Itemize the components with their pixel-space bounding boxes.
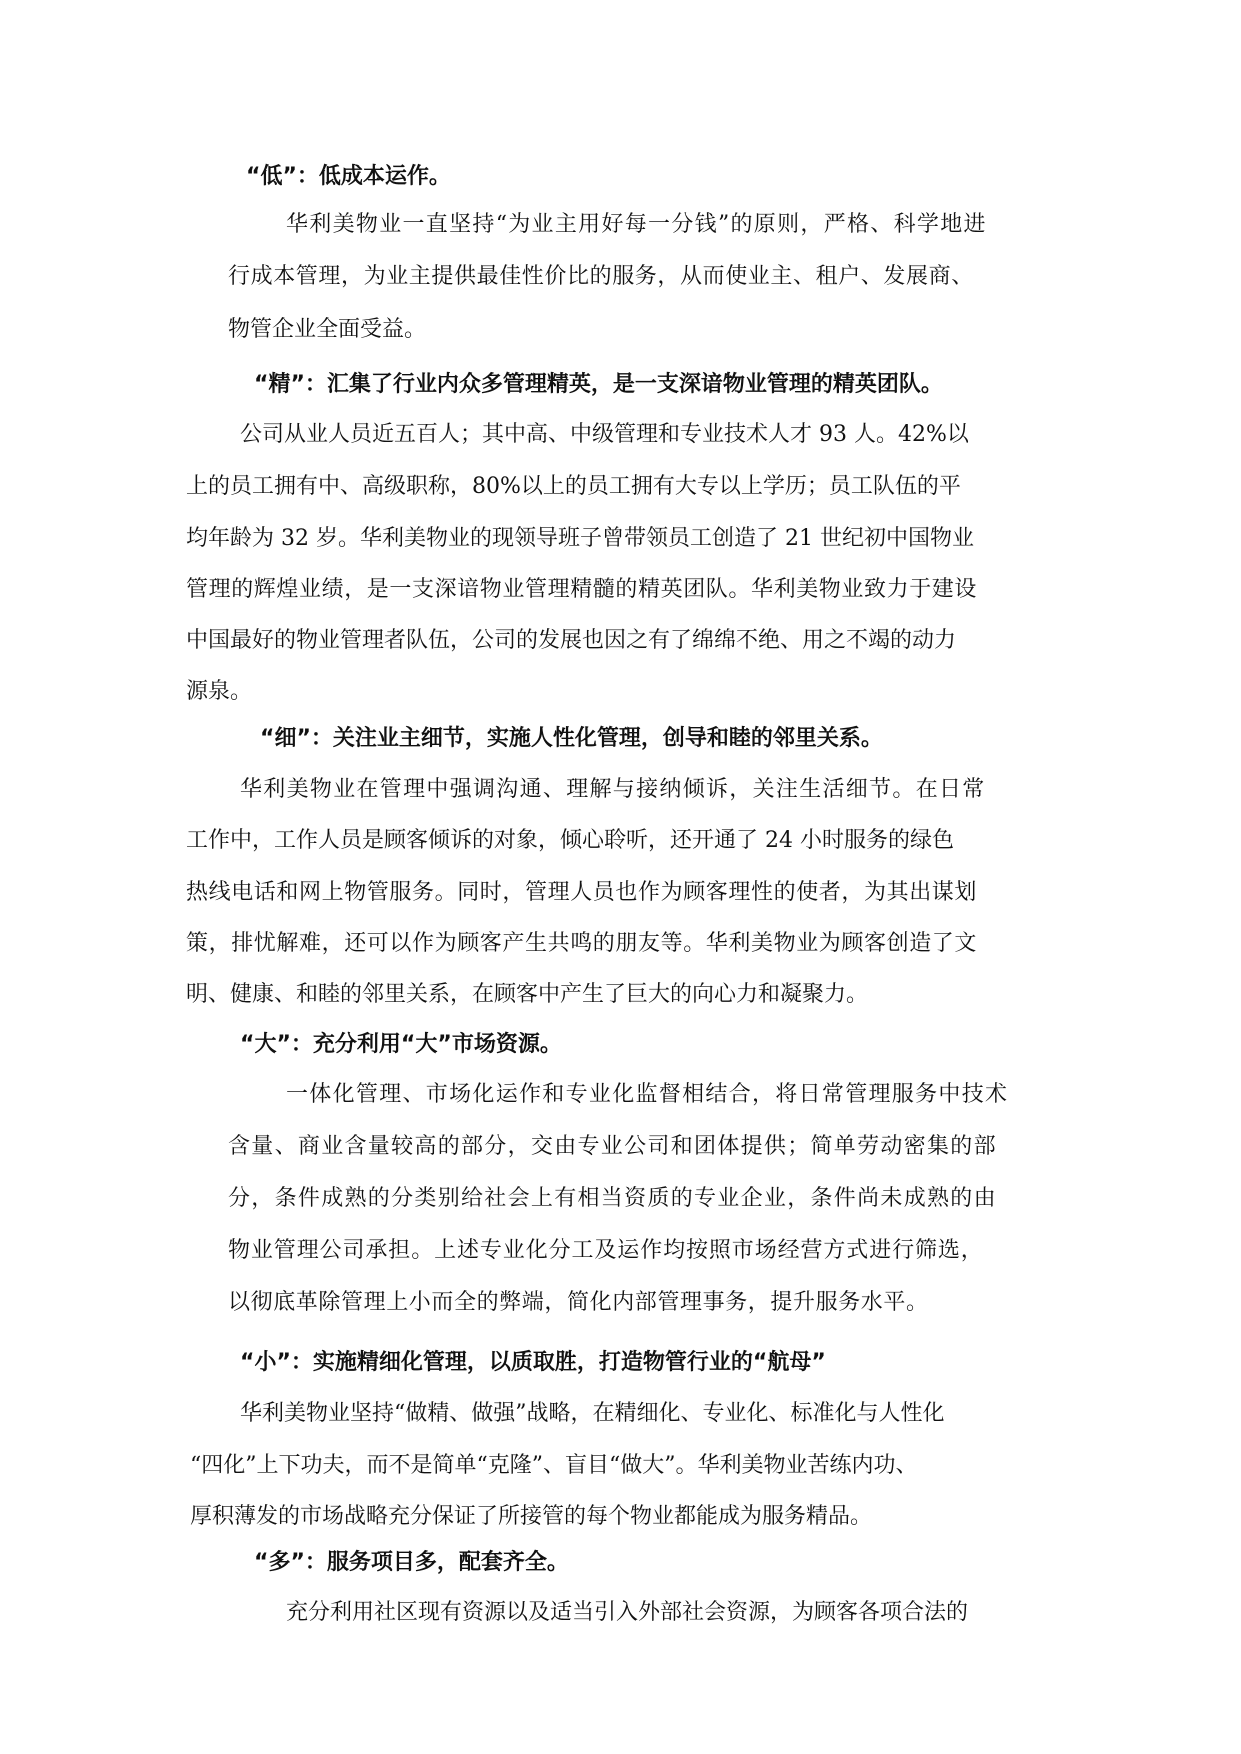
paragraph-line: 源泉。 — [186, 679, 253, 704]
paragraph-line: 充分利用社区现有资源以及适当引入外部社会资源，为顾客各项合法的 — [286, 1600, 969, 1625]
section-heading-fine: “精”：汇集了行业内众多管理精英，是一支深谙物业管理的精英团队。 — [254, 372, 943, 397]
paragraph-line: 均年龄为 32 岁。华利美物业的现领导班子曾带领员工创造了 21 世纪初中国物业 — [186, 526, 974, 551]
paragraph-line: 华利美物业坚持“做精、做强”战略，在精细化、专业化、标准化与人性化 — [240, 1401, 945, 1426]
paragraph-line: 行成本管理，为业主提供最佳性价比的服务，从而使业主、租户、发展商、 — [228, 264, 974, 289]
paragraph-line: 工作中，工作人员是顾客倾诉的对象，倾心聆听，还开通了 24 小时服务的绿色 — [186, 828, 954, 853]
paragraph-line: 以彻底革除管理上小而全的弊端，简化内部管理事务，提升服务水平。 — [228, 1290, 929, 1315]
section-heading-many: “多”：服务项目多，配套齐全。 — [254, 1550, 569, 1575]
paragraph-line: 物业管理公司承担。上述专业化分工及运作均按照市场经营方式进行筛选， — [228, 1238, 984, 1263]
paragraph-line: 公司从业人员近五百人；其中高、中级管理和专业技术人才 93 人。42%以 — [240, 422, 969, 447]
paragraph-line: 厚积薄发的市场战略充分保证了所接管的每个物业都能成为服务精品。 — [190, 1504, 873, 1529]
paragraph-line: 管理的辉煌业绩，是一支深谙物业管理精髓的精英团队。华利美物业致力于建设 — [186, 577, 978, 602]
paragraph-line: 明、健康、和睦的邻里关系，在顾客中产生了巨大的向心力和凝聚力。 — [186, 982, 869, 1007]
paragraph-line: 中国最好的物业管理者队伍，公司的发展也因之有了绵绵不绝、用之不竭的动力 — [186, 628, 957, 653]
paragraph-line: “四化”上下功夫，而不是简单“克隆”、盲目“做大”。华利美物业苦练内功、 — [190, 1453, 918, 1478]
section-heading-large: “大”：充分利用“大”市场资源。 — [240, 1032, 562, 1057]
section-heading-small: “小”：实施精细化管理，以质取胜，打造物管行业的“航母” — [240, 1350, 826, 1375]
paragraph-line: 上的员工拥有中、高级职称，80%以上的员工拥有大专以上学历；员工队伍的平 — [186, 474, 961, 499]
paragraph-line: 物管企业全面受益。 — [228, 317, 427, 342]
section-heading-low: “低”：低成本运作。 — [246, 164, 451, 189]
section-heading-detail: “细”：关注业主细节，实施人性化管理，创导和睦的邻里关系。 — [260, 726, 883, 751]
paragraph-line: 一体化管理、市场化运作和专业化监督相结合，将日常管理服务中技术 — [286, 1082, 1009, 1107]
paragraph-line: 含量、商业含量较高的部分，交由专业公司和团体提供；简单劳动密集的部 — [228, 1134, 997, 1159]
paragraph-line: 分，条件成熟的分类别给社会上有相当资质的专业企业，条件尚未成熟的由 — [228, 1186, 997, 1211]
paragraph-line: 热线电话和网上物管服务。同时，管理人员也作为顾客理性的使者，为其出谋划 — [186, 880, 978, 905]
paragraph-line: 策，排忧解难，还可以作为顾客产生共鸣的朋友等。华利美物业为顾客创造了文 — [186, 931, 978, 956]
paragraph-line: 华利美物业在管理中强调沟通、理解与接纳倾诉，关注生活细节。在日常 — [240, 777, 986, 802]
paragraph-line: 华利美物业一直坚持“为业主用好每一分钱”的原则，严格、科学地进 — [286, 212, 987, 237]
